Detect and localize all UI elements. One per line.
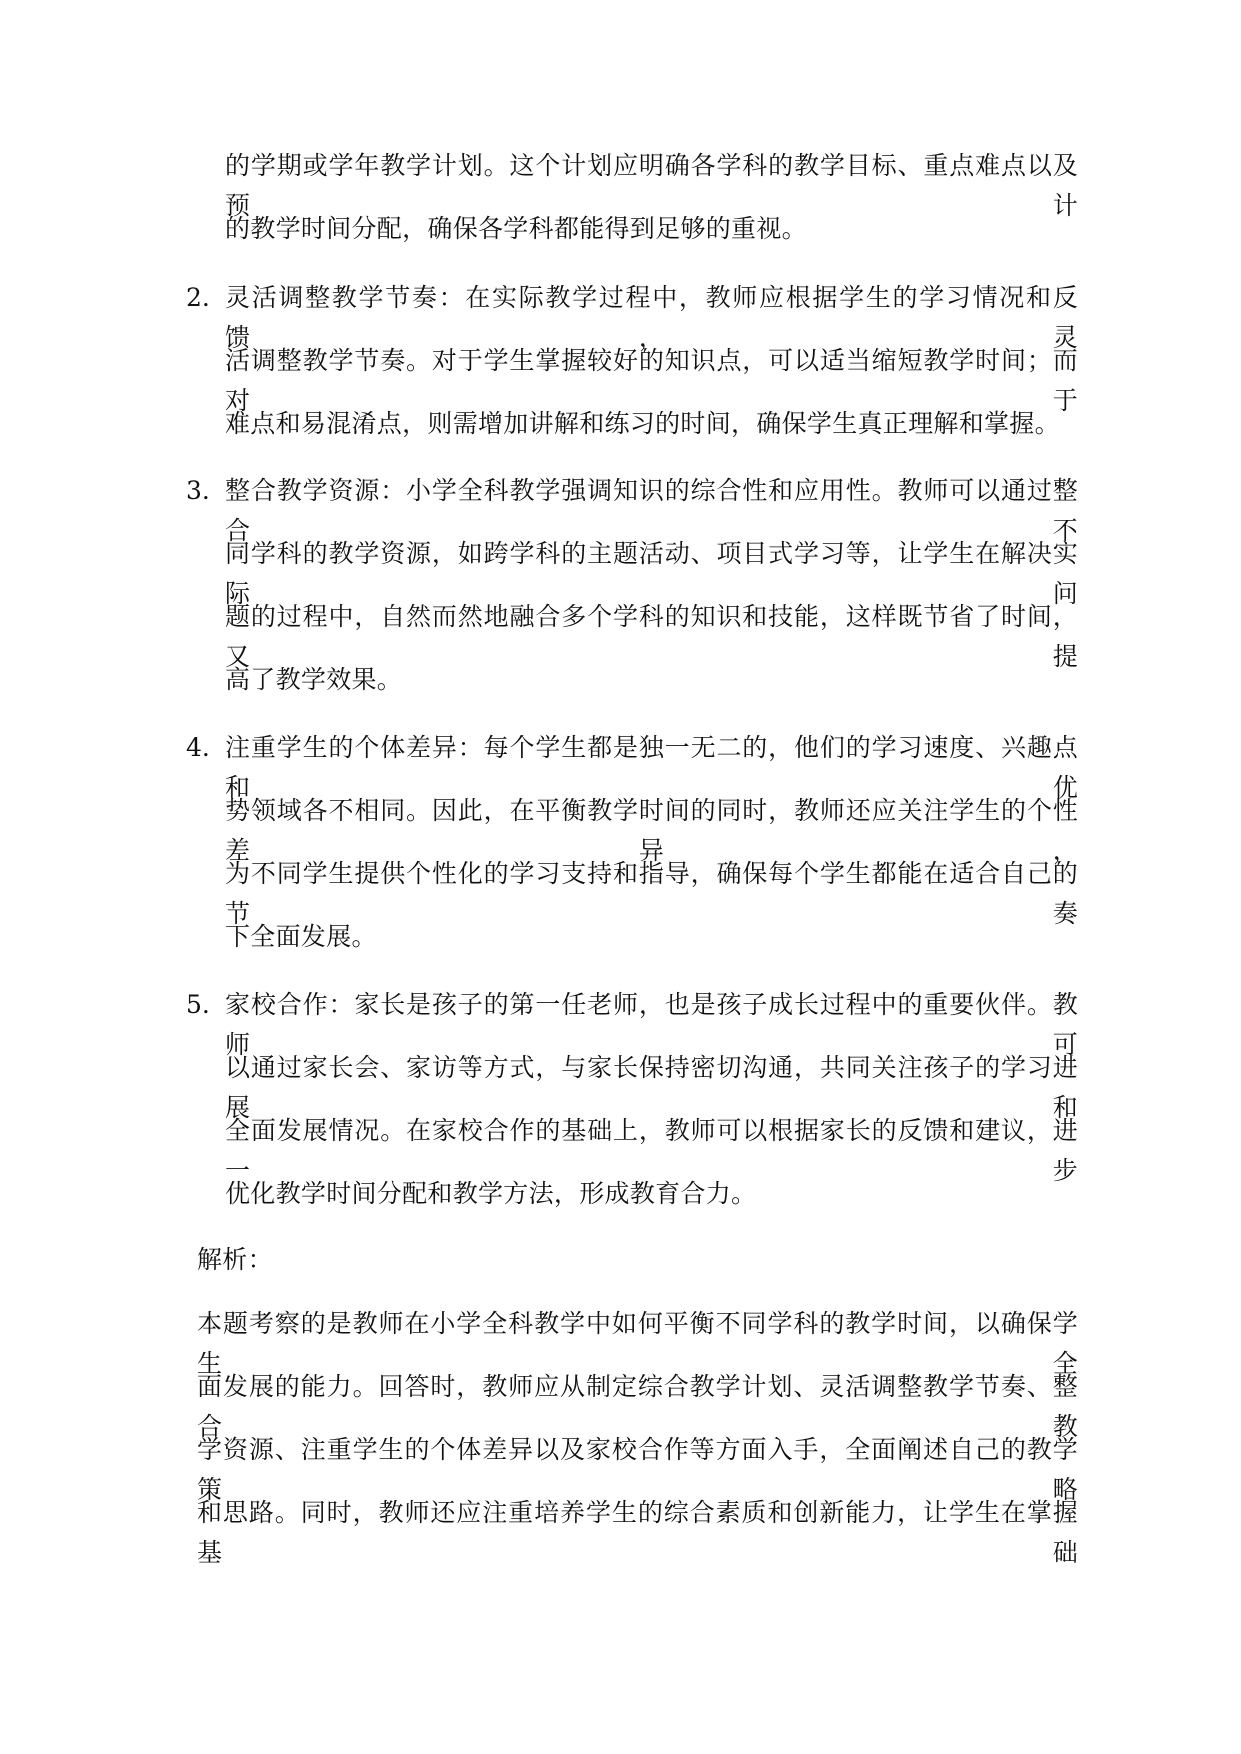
list-item-line: 活调整教学节奏。对于学生掌握较好的知识点，可以适当缩短教学时间；而对于	[225, 346, 1078, 415]
list-item-line: 整合教学资源：小学全科教学强调知识的综合性和应用性。教师可以通过整合不	[225, 476, 1078, 545]
list-number: 5.	[186, 990, 210, 1019]
list-item-line: 势领域各不相同。因此，在平衡教学时间的同时，教师还应关注学生的个性差异，	[225, 796, 1078, 865]
list-item-line: 难点和易混淆点，则需增加讲解和练习的时间，确保学生真正理解和掌握。	[225, 409, 1060, 438]
list-item-line: 全面发展情况。在家校合作的基础上，教师可以根据家长的反馈和建议，进一步	[225, 1116, 1078, 1185]
list-item-line: 为不同学生提供个性化的学习支持和指导，确保每个学生都能在适合自己的节奏	[225, 859, 1078, 928]
analysis-heading: 解析：	[197, 1245, 273, 1274]
analysis-line: 学资源、注重学生的个体差异以及家校合作等方面入手，全面阐述自己的教学策略	[197, 1435, 1078, 1504]
analysis-line: 和思路。同时，教师还应注重培养学生的综合素质和创新能力，让学生在掌握基础	[197, 1498, 1078, 1567]
list-item-line: 优化教学时间分配和教学方法，形成教育合力。	[225, 1179, 757, 1208]
list-item-line: 灵活调整教学节奏：在实际教学过程中，教师应根据学生的学习情况和反馈，灵	[225, 283, 1078, 352]
analysis-line: 面发展的能力。回答时，教师应从制定综合教学计划、灵活调整教学节奏、整合教	[197, 1372, 1078, 1441]
continuation-line: 的学期或学年教学计划。这个计划应明确各学科的教学目标、重点难点以及预计	[225, 151, 1078, 220]
list-item-line: 高了教学效果。	[225, 665, 403, 694]
list-item-line: 家校合作：家长是孩子的第一任老师，也是孩子成长过程中的重要伙伴。教师可	[225, 990, 1078, 1059]
list-item-line: 下全面发展。	[225, 922, 377, 951]
continuation-line: 的教学时间分配，确保各学科都能得到足够的重视。	[225, 214, 807, 243]
analysis-line: 本题考察的是教师在小学全科教学中如何平衡不同学科的教学时间，以确保学生全	[197, 1309, 1078, 1378]
list-item-line: 同学科的教学资源，如跨学科的主题活动、项目式学习等，让学生在解决实际问	[225, 539, 1078, 608]
list-number: 3.	[186, 476, 210, 505]
list-item-line: 题的过程中，自然而然地融合多个学科的知识和技能，这样既节省了时间，又提	[225, 602, 1078, 671]
list-item-line: 注重学生的个体差异：每个学生都是独一无二的，他们的学习速度、兴趣点和优	[225, 733, 1078, 802]
list-item-line: 以通过家长会、家访等方式，与家长保持密切沟通，共同关注孩子的学习进展和	[225, 1053, 1078, 1122]
list-number: 4.	[186, 733, 210, 762]
list-number: 2.	[186, 283, 210, 312]
